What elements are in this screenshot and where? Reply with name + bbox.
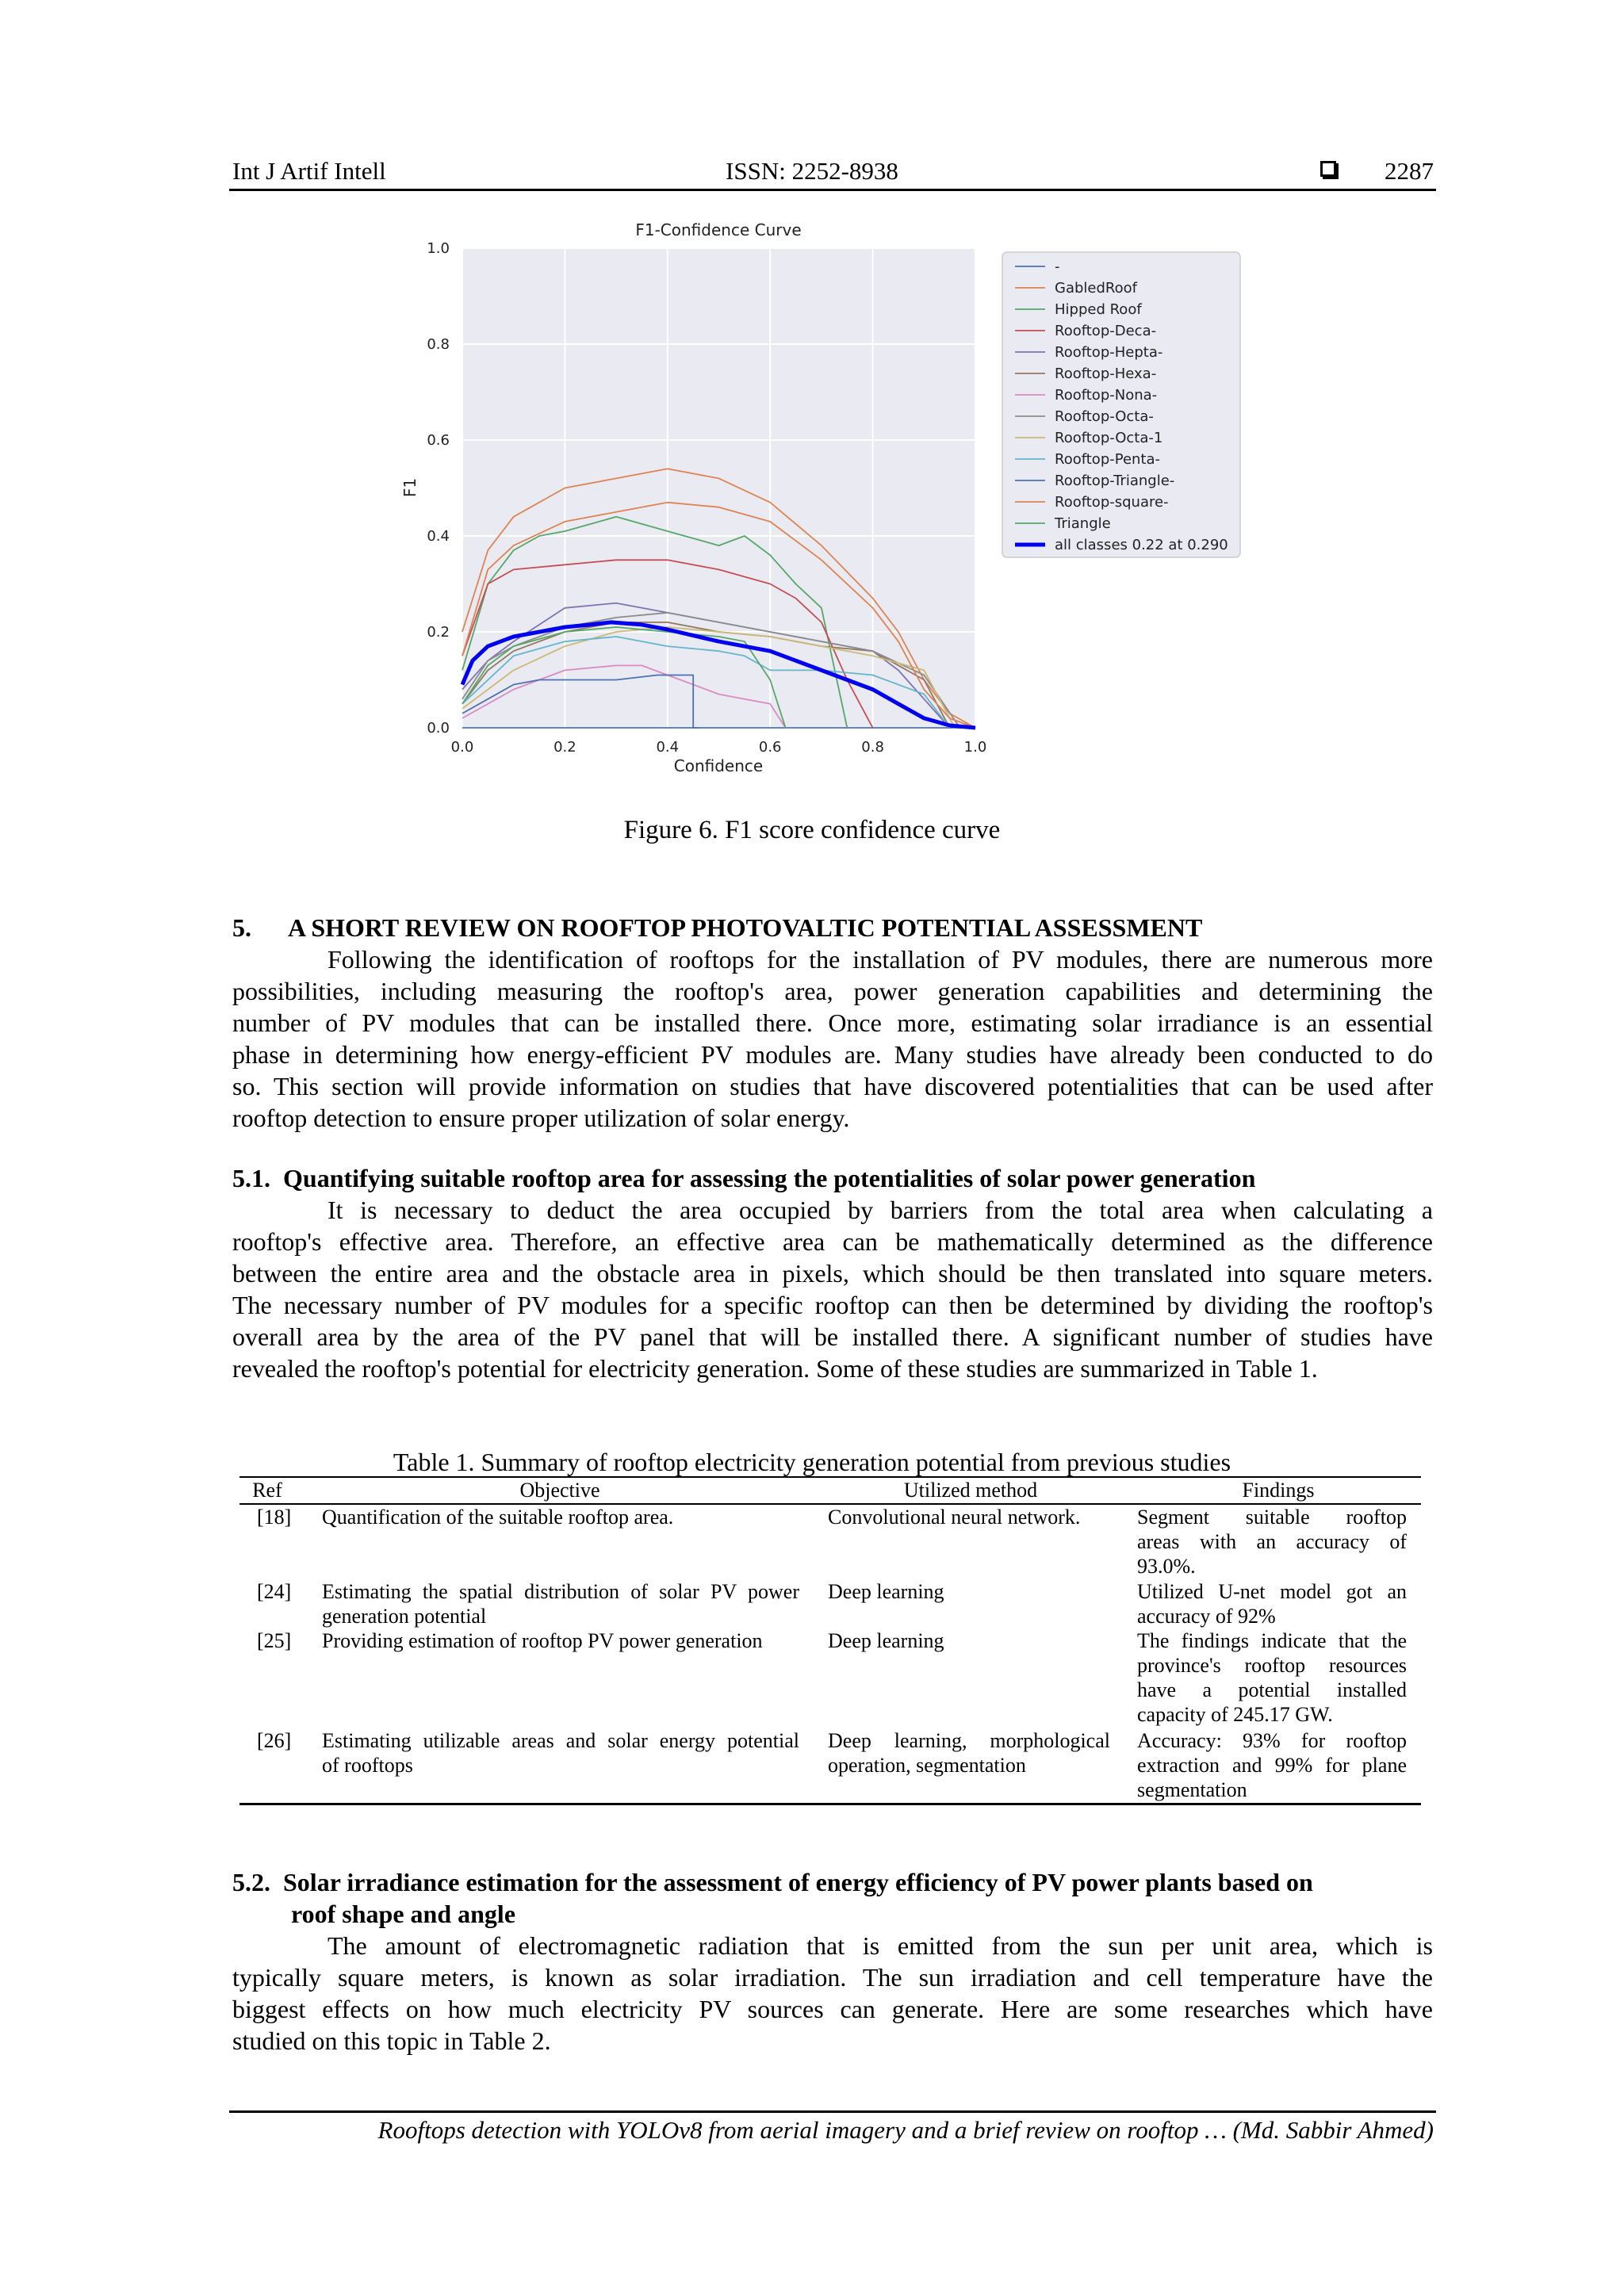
- y-tick-label: 1.0: [427, 240, 450, 257]
- cell-line: operation, segmentation: [828, 1754, 1026, 1777]
- legend-label: all classes 0.22 at 0.290: [1055, 537, 1228, 553]
- table-row-objective: [322, 1579, 799, 1628]
- table-row-objective: [322, 1505, 806, 1529]
- x-tick-label: 0.6: [758, 739, 782, 756]
- y-tick-label: 0.8: [427, 336, 450, 353]
- section-5-number: 5.: [232, 913, 251, 942]
- y-tick-label: 0.6: [427, 432, 450, 449]
- plot-area: [462, 248, 975, 728]
- cell-line: Estimating utilizable areas and solar energy potential: [322, 1729, 799, 1752]
- table-row-objective: [322, 1728, 799, 1777]
- table-row-ref: [18]: [257, 1506, 292, 1529]
- legend-label: Hipped Roof: [1055, 301, 1142, 318]
- table-row-ref: [24]: [257, 1580, 292, 1603]
- section-5-2-heading-cont: roof shape and angle: [291, 1900, 516, 1928]
- cell-line: Estimating the spatial distribution of solar PV power: [322, 1580, 799, 1603]
- table-row-method: [828, 1579, 1113, 1604]
- section-5-2-paragraph: [232, 1930, 1433, 2057]
- para-line: revealed the rooftop's potential for electricity generation. Some of these studies are summarized in Table 1.: [232, 1354, 1318, 1383]
- table-row-ref: [25]: [257, 1629, 292, 1652]
- para-line: studied on this topic in Table 2.: [232, 2026, 551, 2055]
- header-rule: [229, 189, 1436, 191]
- para-line: rooftop detection to ensure proper utilization of solar energy.: [232, 1104, 850, 1132]
- legend-label: Rooftop-Deca-: [1055, 323, 1157, 339]
- section-5-title: A SHORT REVIEW ON ROOFTOP PHOTOVALTIC POTENTIAL ASSESSMENT: [288, 913, 1203, 942]
- cell-line: 93.0%.: [1137, 1555, 1196, 1578]
- para-line: It is necessary to deduct the area occupied by barriers from the total area when calculating a: [327, 1196, 1433, 1224]
- x-tick-label: 1.0: [963, 739, 987, 756]
- cell-line: Providing estimation of rooftop PV power generation: [322, 1629, 763, 1652]
- cell-line: Segment suitable rooftop: [1137, 1506, 1407, 1529]
- cell-line: Accuracy: 93% for rooftop: [1137, 1729, 1407, 1752]
- section-5-heading: [232, 912, 1202, 943]
- y-tick-label: 0.2: [427, 624, 450, 641]
- cell-line: areas with an accuracy of: [1137, 1530, 1407, 1553]
- legend-label: GabledRoof: [1055, 280, 1137, 297]
- legend-label: Rooftop-Hexa-: [1055, 365, 1157, 382]
- checkbox-square-icon: [1320, 161, 1336, 177]
- cell-line: of rooftops: [322, 1754, 413, 1777]
- para-line: rooftop's effective area. Therefore, an effective area can be mathematically determined as the difference: [232, 1227, 1433, 1256]
- para-line: between the entire area and the obstacle area in pixels, which should be then translated into square meters.: [232, 1259, 1433, 1288]
- legend: [1002, 252, 1240, 557]
- cell-line: generation potential: [322, 1605, 487, 1628]
- table-row-findings: [1137, 1628, 1407, 1727]
- legend-label: Rooftop-square-: [1055, 494, 1169, 511]
- para-line: The amount of electromagnetic radiation that is emitted from the sun per unit area, which is: [327, 1931, 1433, 1960]
- cell-line: segmentation: [1137, 1778, 1247, 1801]
- table-row-findings: [1137, 1579, 1407, 1628]
- para-line: typically square meters, is known as solar irradiation. The sun irradiation and cell temperature have the: [232, 1963, 1433, 1992]
- table-row-method: [828, 1628, 1113, 1653]
- para-line: The necessary number of PV modules for a specific rooftop can then be determined by dividing the rooftop's: [232, 1291, 1433, 1319]
- col-header-findings: Findings: [1242, 1479, 1315, 1502]
- legend-label: Rooftop-Penta-: [1055, 451, 1161, 468]
- col-header-ref: Ref: [252, 1479, 282, 1502]
- cell-line: extraction and 99% for plane: [1137, 1754, 1407, 1777]
- cell-line: have a potential installed: [1137, 1678, 1407, 1701]
- legend-label: Rooftop-Triangle-: [1055, 473, 1175, 489]
- legend-label: Rooftop-Nona-: [1055, 387, 1158, 404]
- y-tick-label: 0.4: [427, 528, 450, 545]
- legend-label: Triangle: [1055, 515, 1111, 532]
- legend-label: Rooftop-Octa-: [1055, 408, 1154, 425]
- f1-confidence-chart: [381, 212, 1269, 791]
- cell-line: accuracy of 92%: [1137, 1605, 1276, 1628]
- journal-name: Int J Artif Intell: [232, 157, 386, 185]
- issn: ISSN: 2252-8938: [726, 157, 898, 185]
- cell-line: Deep learning: [828, 1580, 944, 1603]
- para-line: number of PV modules that can be installed there. Once more, estimating solar irradiance is an essential: [232, 1008, 1433, 1037]
- x-tick-label: 0.2: [553, 739, 576, 756]
- col-header-method: Utilized method: [903, 1479, 1038, 1502]
- table-row-method: [828, 1728, 1110, 1777]
- cell-line: Deep learning: [828, 1629, 944, 1652]
- footer-rule: [229, 2110, 1436, 2113]
- table-row-findings: [1137, 1728, 1407, 1802]
- cell-line: Convolutional neural network.: [828, 1506, 1081, 1529]
- cell-line: province's rooftop resources: [1137, 1654, 1407, 1677]
- footer-text: Rooftops detection with YOLOv8 from aerial imagery and a brief review on rooftop … (Md. Sabbir Ahmed): [377, 2116, 1434, 2144]
- y-axis-label: F1: [400, 477, 419, 498]
- x-tick-label: 0.4: [656, 739, 680, 756]
- cell-line: Utilized U-net model got an: [1137, 1580, 1407, 1603]
- x-tick-label: 0.0: [450, 739, 474, 756]
- x-tick-label: 0.8: [861, 739, 884, 756]
- section-5-paragraph: [232, 943, 1433, 1134]
- table-caption: Table 1. Summary of rooftop electricity generation potential from previous studies: [393, 1448, 1231, 1476]
- table-bottom-rule: [239, 1803, 1421, 1805]
- section-5-1-heading: 5.1. Quantifying suitable rooftop area for assessing the potentialities of solar power generation: [232, 1164, 1256, 1192]
- legend-label: -: [1055, 258, 1060, 275]
- cell-line: The findings indicate that the: [1137, 1629, 1407, 1652]
- para-line: overall area by the area of the PV panel that will be installed there. A significant number of studies have: [232, 1322, 1433, 1351]
- table-row-findings: [1137, 1505, 1407, 1578]
- para-line: Following the identification of rooftops for the installation of PV modules, there are numerous more: [327, 945, 1433, 974]
- table-row-method: [828, 1505, 1113, 1529]
- y-tick-label: 0.0: [427, 720, 450, 737]
- para-line: possibilities, including measuring the rooftop's area, power generation capabilities and determining the: [232, 977, 1433, 1005]
- legend-label: Rooftop-Octa-1: [1055, 430, 1163, 446]
- section-5-1-paragraph: [232, 1194, 1433, 1384]
- para-line: biggest effects on how much electricity PV sources can generate. Here are some researches which have: [232, 1995, 1433, 2023]
- legend-label: Rooftop-Hepta-: [1055, 344, 1163, 361]
- cell-line: Quantification of the suitable rooftop area.: [322, 1506, 674, 1529]
- figure-caption: Figure 6. F1 score confidence curve: [623, 816, 1001, 844]
- legend-box: [1002, 252, 1240, 557]
- cell-line: Deep learning, morphological: [828, 1729, 1110, 1752]
- table-row-objective: [322, 1628, 806, 1653]
- chart-title: F1-Confidence Curve: [635, 220, 802, 239]
- cell-line: capacity of 245.17 GW.: [1137, 1703, 1333, 1726]
- para-line: phase in determining how energy-efficient PV modules are. Many studies have already been conducted to do: [232, 1040, 1433, 1069]
- page-number: 2287: [1385, 157, 1434, 185]
- para-line: so. This section will provide information on studies that have discovered potentialities that can be used after: [232, 1072, 1433, 1100]
- section-5-2-heading: 5.2. Solar irradiance estimation for the assessment of energy efficiency of PV power plants based on: [232, 1868, 1313, 1896]
- table-row-ref: [26]: [257, 1729, 292, 1752]
- x-axis-label: Confidence: [673, 756, 764, 775]
- col-header-objective: Objective: [519, 1479, 600, 1502]
